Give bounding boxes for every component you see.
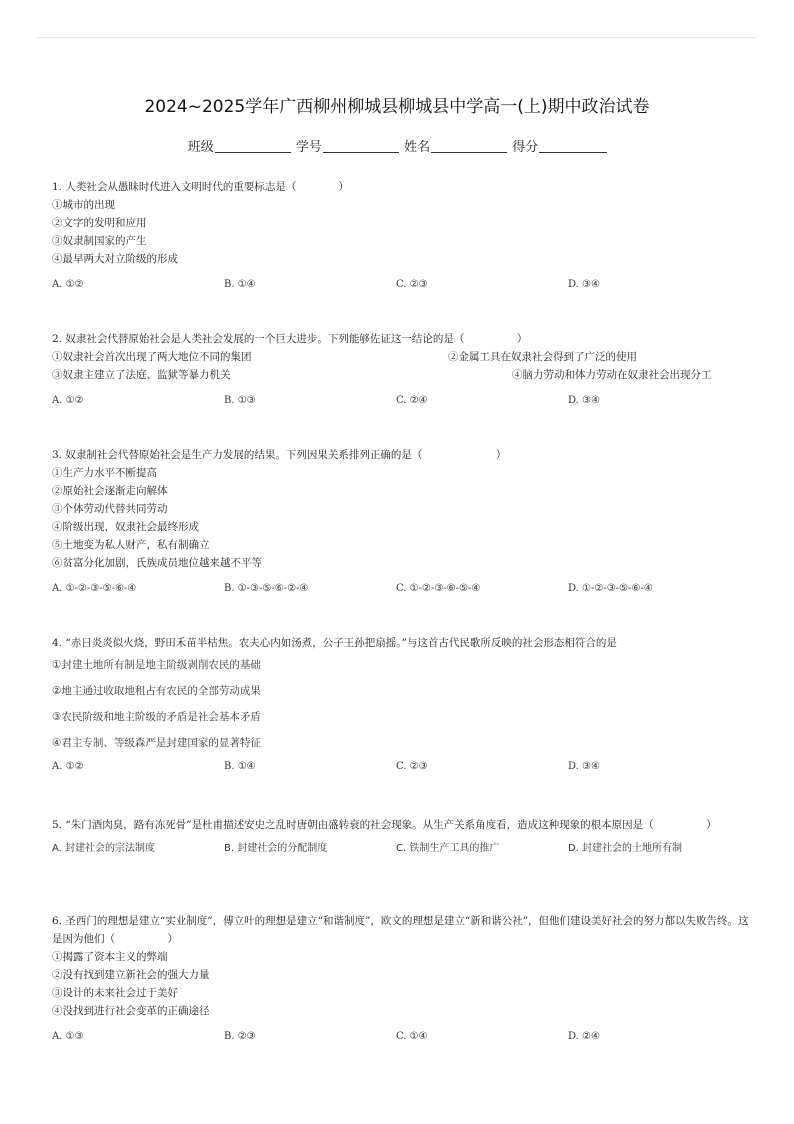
option-b[interactable]: B. ②③	[224, 1031, 256, 1042]
answer-options	[52, 276, 752, 296]
statement-item: ①生产力水平不断提高	[52, 467, 157, 479]
statement-item: ①封建土地所有制是地主阶级剥削农民的基础	[52, 659, 261, 671]
question-stem: 6. 圣西门的理想是建立“实业制度”，傅立叶的理想是建立“和谐制度”，欧文的理想是建立“新和谐公社”，但他们建设美好社会的努力都以失败告终。这是因为他们（ ）	[52, 915, 749, 945]
student-id-label: 学号	[295, 140, 322, 155]
option-b[interactable]: B. ①③	[224, 395, 256, 406]
option-a[interactable]: A. ①③	[52, 1031, 84, 1042]
option-c[interactable]: C. ①-②-③-⑥-⑤-④	[396, 583, 481, 594]
option-c[interactable]: C. ②④	[396, 395, 428, 406]
statement-item: ⑤土地变为私人财产，私有制确立	[52, 539, 210, 551]
option-b[interactable]: B. ①④	[224, 761, 256, 772]
name-blank[interactable]	[431, 140, 507, 153]
statement-item: ②地主通过收取地租占有农民的全部劳动成果	[52, 685, 261, 697]
question-5	[52, 816, 752, 860]
question-stem: 1. 人类社会从愚昧时代进入文明时代的重要标志是（ ）	[52, 181, 349, 193]
option-b[interactable]: B. ①-③-⑤-⑥-②-④	[224, 583, 309, 594]
answer-options	[52, 758, 752, 778]
statement-item: ①城市的出现	[52, 199, 115, 211]
statement-item: ③个体劳动代替共同劳动	[52, 503, 168, 515]
statement-item: ⑥贫富分化加剧，氏族成员地位越来越不平等	[52, 557, 262, 569]
student-info-row	[0, 136, 794, 155]
option-d[interactable]: D. ②④	[568, 1031, 600, 1042]
answer-options	[52, 840, 752, 860]
statement-row	[52, 348, 752, 366]
statement-item: ③奴隶主建立了法庭、监狱等暴力机关	[52, 369, 231, 381]
page-title: 2024~2025学年广西柳州柳城县柳城县中学高一(上)期中政治试卷	[144, 97, 650, 117]
statement-item: ④阶级出现，奴隶社会最终形成	[52, 521, 199, 533]
answer-options	[52, 1028, 752, 1048]
option-d[interactable]: D. ③④	[568, 761, 600, 772]
option-b[interactable]: B. 封建社会的分配制度	[224, 843, 328, 854]
option-a[interactable]: A. 封建社会的宗法制度	[52, 843, 156, 854]
question-stem: 4. “赤日炎炎似火烧，野田禾苗半枯焦。农夫心内如汤煮，公子王孙把扇摇。”与这首古代民歌所反映的社会形态相符合的是	[52, 637, 617, 649]
option-c[interactable]: C. ②③	[396, 761, 428, 772]
score-blank[interactable]	[539, 140, 607, 153]
option-a[interactable]: A. ①-②-③-⑤-⑥-④	[52, 583, 137, 594]
option-c[interactable]: C. ②③	[396, 279, 428, 290]
statement-item: ④最早两大对立阶级的形成	[52, 253, 178, 265]
class-blank[interactable]	[215, 140, 291, 153]
option-b[interactable]: B. ①④	[224, 279, 256, 290]
question-stem: 2. 奴隶社会代替原始社会是人类社会发展的一个巨大进步。下列能够佐证这一结论的是（ ）	[52, 333, 528, 345]
option-d[interactable]: D. 封建社会的土地所有制	[568, 843, 683, 854]
option-a[interactable]: A. ①②	[52, 279, 84, 290]
option-d[interactable]: D. ③④	[568, 279, 600, 290]
student-id-blank[interactable]	[323, 140, 399, 153]
name-label: 姓名	[404, 140, 431, 155]
option-c[interactable]: C. ①④	[396, 1031, 428, 1042]
statement-item: ②金属工具在奴隶社会得到了广泛的使用	[448, 351, 637, 363]
question-2	[52, 330, 752, 412]
score-label: 得分	[512, 140, 539, 155]
question-1	[52, 178, 752, 296]
statement-item: ④脑力劳动和体力劳动在奴隶社会出现分工	[512, 369, 712, 381]
top-rule	[37, 37, 757, 38]
statement-item: ③设计的未来社会过于美好	[52, 987, 178, 999]
statement-item: ①揭露了资本主义的弊端	[52, 951, 168, 963]
question-6	[52, 912, 752, 1048]
option-c[interactable]: C. 铁制生产工具的推广	[396, 843, 500, 854]
option-a[interactable]: A. ①②	[52, 395, 84, 406]
statement-item: ④君主专制、等级森严是封建国家的显著特征	[52, 737, 261, 749]
statement-item: ④没找到进行社会变革的正确途径	[52, 1005, 210, 1017]
statement-item: ②没有找到建立新社会的强大力量	[52, 969, 210, 981]
statement-item: ②文字的发明和应用	[52, 217, 147, 229]
question-stem: 3. 奴隶制社会代替原始社会是生产力发展的结果。下列因果关系排列正确的是（ ）	[52, 449, 507, 461]
statement-item: ①奴隶社会首次出现了两大地位不同的集团	[52, 351, 252, 363]
question-3	[52, 446, 752, 600]
option-d[interactable]: D. ①-②-③-⑤-⑥-④	[568, 583, 653, 594]
answer-options	[52, 392, 752, 412]
statement-row	[52, 366, 752, 384]
question-4	[52, 634, 752, 778]
question-stem: 5. “朱门酒肉臭，路有冻死骨”是杜甫描述安史之乱时唐朝由盛转衰的社会现象。从生产关系角度看，造成这种现象的根本原因是（ ）	[52, 819, 717, 831]
option-a[interactable]: A. ①②	[52, 761, 84, 772]
class-label: 班级	[187, 140, 214, 155]
statement-item: ③农民阶级和地主阶级的矛盾是社会基本矛盾	[52, 711, 261, 723]
statement-item: ③奴隶制国家的产生	[52, 235, 147, 247]
answer-options	[52, 580, 752, 600]
option-d[interactable]: D. ③④	[568, 395, 600, 406]
statement-item: ②原始社会逐渐走向解体	[52, 485, 168, 497]
